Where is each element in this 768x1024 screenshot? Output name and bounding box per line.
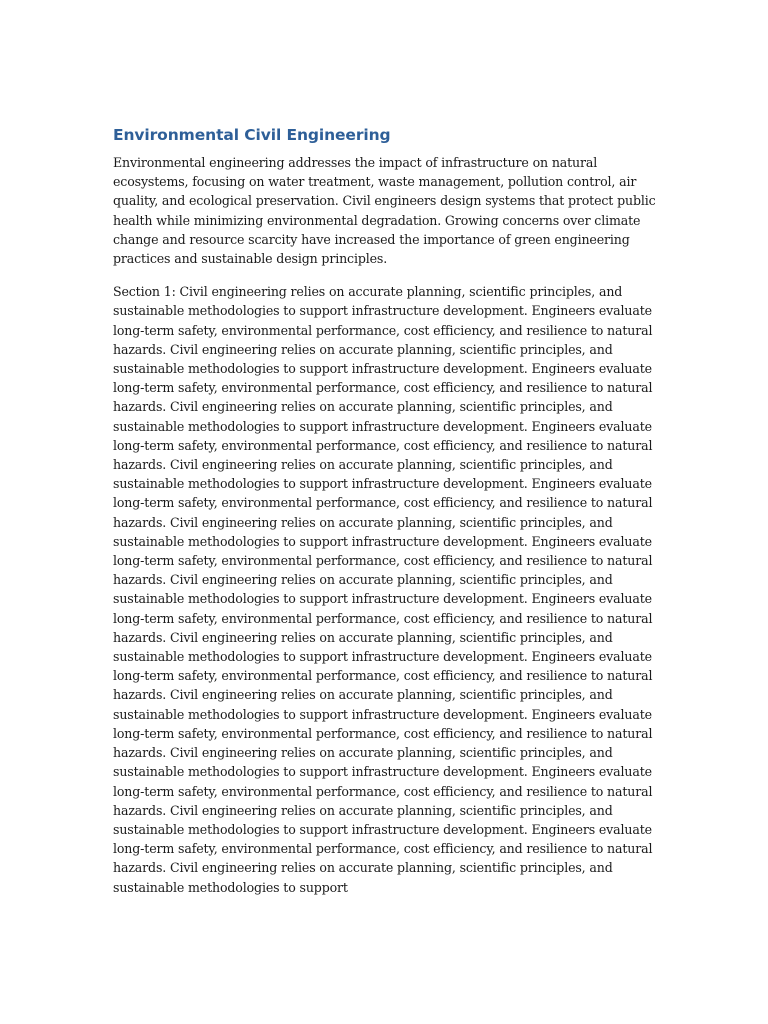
document-heading: Environmental Civil Engineering bbox=[113, 126, 391, 144]
intro-paragraph: Environmental engineering addresses the impact of infrastructure on natural ecosystems, focusing on water treatment, waste management, pollution control, air quality, and ecological preservation. Civil engineers design systems that protect public health while minimizing environmental degradation. Growing concerns over climate change and resource scarcity have increased the importance of green engineering practices and sustainable design principles. bbox=[113, 155, 656, 267]
section-1-paragraph: Section 1: Civil engineering relies on accurate planning, scientific principles, and sustainable methodologies to support infrastructure development. Engineers evaluate long-term safety, environmental performance, cost efficiency, and resilience to natural hazards. Civil engineering relies on accurate planning, scientific principles, and sustainable methodologies to support infrastructure development. Engineers evaluate long-term safety, environmental performance, cost efficiency, and resilience to natural hazards. Civil engineering relies on accurate planning, scientific principles, and sustainable methodologies to support infrastructure development. Engineers evaluate long-term safety, environmental performance, cost efficiency, and resilience to natural hazards. Civil engineering relies on accurate planning, scientific principles, and sustainable methodologies to support infrastructure development. Engineers evaluate long-term safety, environmental performance, cost efficiency, and resilience to natural hazards. Civil engineering relies on accurate planning, scientific principles, and sustainable methodologies to support infrastructure development. Engineers evaluate long-term safety, environmental performance, cost efficiency, and resilience to natural hazards. Civil engineering relies on accurate planning, scientific principles, and sustainable methodologies to support infrastructure development. Engineers evaluate long-term safety, environmental performance, cost efficiency, and resilience to natural hazards. Civil engineering relies on accurate planning, scientific principles, and sustainable methodologies to support infrastructure development. Engineers evaluate long-term safety, environmental performance, cost efficiency, and resilience to natural hazards. Civil engineering relies on accurate planning, scientific principles, and sustainable methodologies to support infrastructure development. Engineers evaluate long-term safety, environmental performance, cost efficiency, and resilience to natural hazards. Civil engineering relies on accurate planning, scientific principles, and sustainable methodologies to support infrastructure development. Engineers evaluate long-term safety, environmental performance, cost efficiency, and resilience to natural hazards. Civil engineering relies on accurate planning, scientific principles, and sustainable methodologies to support infrastructure development. Engineers evaluate long-term safety, environmental performance, cost efficiency, and resilience to natural hazards. Civil engineering relies on accurate planning, scientific principles, and sustainable methodologies to support bbox=[113, 284, 653, 895]
document-body bbox=[113, 125, 658, 932]
